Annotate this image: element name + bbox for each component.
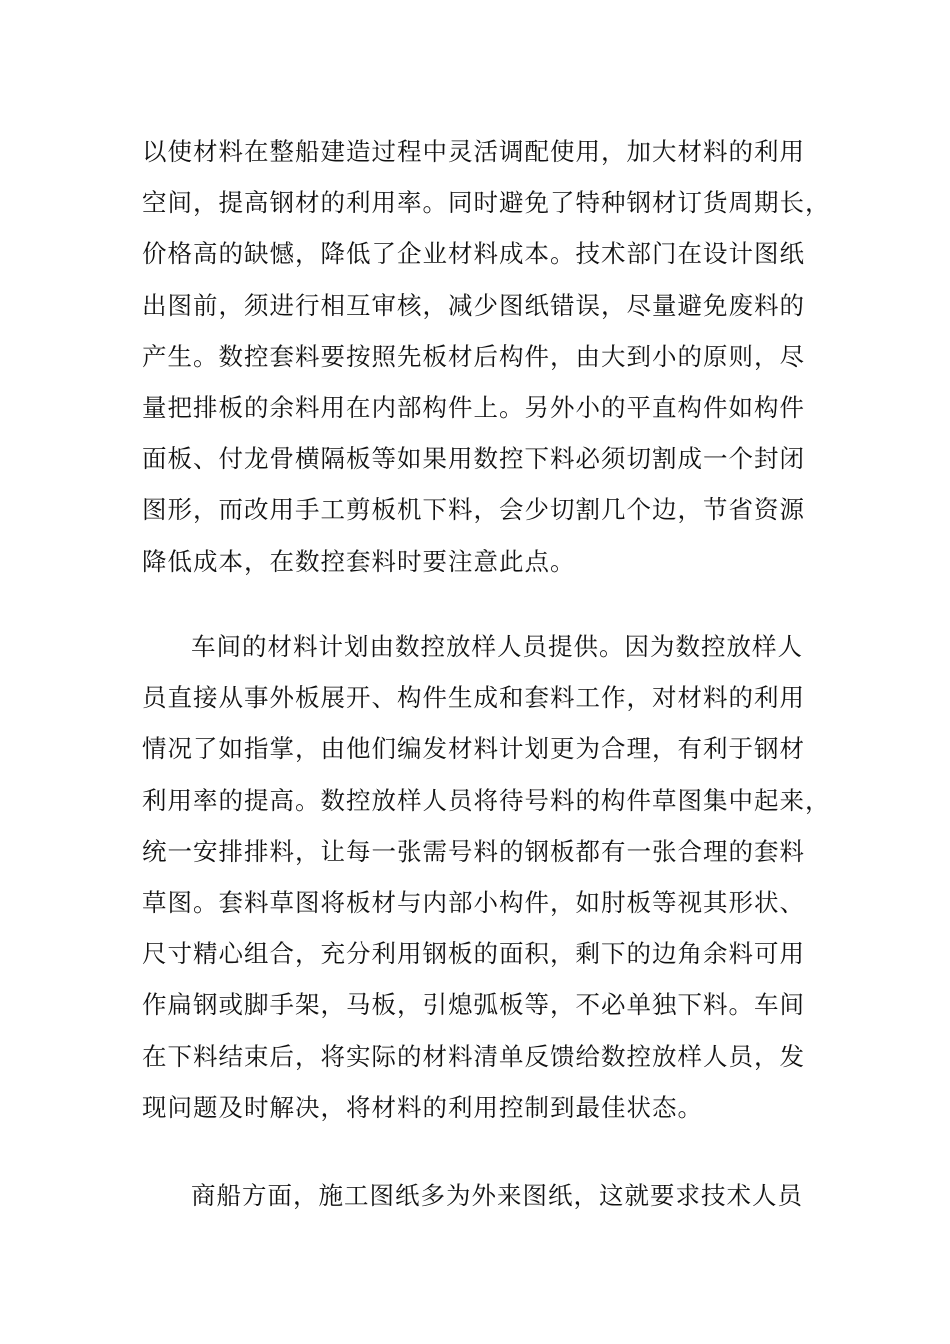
text-line: 现问题及时解决，将材料的利用控制到最佳状态。 <box>142 1092 703 1122</box>
text-line: 在下料结束后，将实际的材料清单反馈给数控放样人员，发 <box>142 1041 805 1071</box>
text-line: 草图。套料草图将板材与内部小构件，如肘板等视其形状、 <box>142 887 805 917</box>
text-line: 情况了如指掌，由他们编发材料计划更为合理，有利于钢材 <box>142 734 805 764</box>
text-line: 统一安排排料，让每一张需号料的钢板都有一张合理的套料 <box>142 836 805 866</box>
text-line: 利用率的提高。数控放样人员将待号料的构件草图集中起来， <box>142 785 831 815</box>
text-line-first: 车间的材料计划由数控放样人员提供。因为数控放样人 <box>191 632 803 661</box>
text-line: 图形，而改用手工剪板机下料，会少切割几个边，节省资源 <box>142 495 805 525</box>
paragraph-1 <box>142 126 842 587</box>
paragraph-3 <box>142 1170 842 1221</box>
text-line: 作扁钢或脚手架，马板，引熄弧板等，不必单独下料。车间 <box>142 990 805 1020</box>
text-line: 出图前，须进行相互审核，减少图纸错误，尽量避免废料的 <box>142 290 805 320</box>
text-line: 尺寸精心组合，充分利用钢板的面积，剩下的边角余料可用 <box>142 939 805 969</box>
text-line: 面板、付龙骨横隔板等如果用数控下料必须切割成一个封闭 <box>142 444 805 474</box>
text-line: 量把排板的余料用在内部构件上。另外小的平直构件如构件 <box>142 392 805 422</box>
paragraph-2 <box>142 621 842 1133</box>
text-line: 空间，提高钢材的利用率。同时避免了特种钢材订货周期长， <box>142 188 831 218</box>
text-line: 员直接从事外板展开、构件生成和套料工作，对材料的利用 <box>142 683 805 713</box>
text-line-first: 商船方面，施工图纸多为外来图纸，这就要求技术人员 <box>191 1181 803 1210</box>
text-line: 以使材料在整船建造过程中灵活调配使用，加大材料的利用 <box>142 137 805 166</box>
text-line: 价格高的缺憾，降低了企业材料成本。技术部门在设计图纸 <box>142 239 805 269</box>
text-line: 降低成本，在数控套料时要注意此点。 <box>142 546 576 576</box>
text-line: 产生。数控套料要按照先板材后构件，由大到小的原则，尽 <box>142 341 805 371</box>
